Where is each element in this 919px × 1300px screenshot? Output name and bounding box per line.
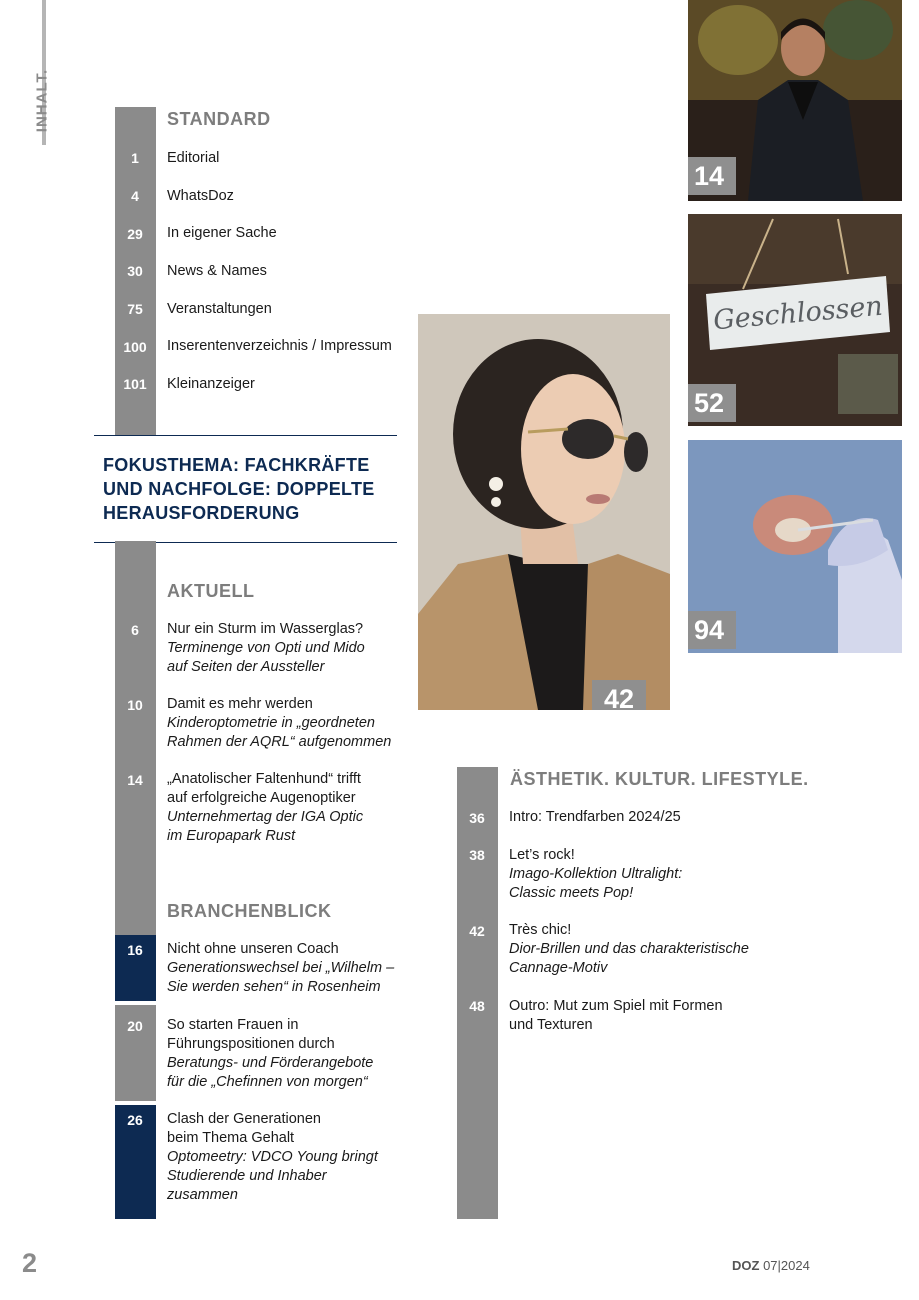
- focus-topic-box: [94, 435, 397, 543]
- speaker-page-badge: 14: [688, 157, 736, 195]
- standard-num-3: 29: [127, 226, 143, 242]
- entry-subtitle: Beratungs- und Förderangebote: [167, 1055, 374, 1071]
- aktuell-item-14[interactable]: [167, 770, 397, 846]
- lifestyle-num-48: 48: [469, 998, 485, 1014]
- standard-item-7[interactable]: Kleinanzeiger: [167, 376, 255, 392]
- entry-title: Nicht ohne unseren Coach: [167, 941, 339, 957]
- aktuell-num-6: 6: [131, 622, 139, 638]
- standard-section-title: STANDARD: [167, 109, 271, 129]
- entry-subtitle: Rahmen der AQRL“ aufgenommen: [167, 734, 392, 750]
- entry-subtitle: Terminenge von Opti und Mido: [167, 640, 365, 656]
- entry-subtitle: Unternehmertag der IGA Optic: [167, 809, 364, 825]
- aktuell-num-10: 10: [127, 697, 143, 713]
- entry-title: So starten Frauen in: [167, 1017, 299, 1033]
- entry-title: auf erfolgreiche Augenoptiker: [167, 790, 356, 806]
- entry-subtitle: Classic meets Pop!: [509, 885, 634, 901]
- divider: [115, 1001, 156, 1005]
- lifestyle-item-48[interactable]: [509, 997, 769, 1035]
- entry-subtitle: Imago-Kollektion Ultralight:: [509, 866, 683, 882]
- standard-item-3[interactable]: In eigener Sache: [167, 225, 277, 241]
- branchenblick-item-20[interactable]: [167, 1016, 397, 1092]
- eye-surgery-photo[interactable]: [688, 440, 902, 653]
- branchenblick-num-26: 26: [127, 1112, 143, 1128]
- entry-title: beim Thema Gehalt: [167, 1130, 295, 1146]
- aktuell-item-6[interactable]: [167, 620, 397, 677]
- entry-title: Outro: Mut zum Spiel mit Formen: [509, 998, 723, 1014]
- standard-item-6[interactable]: Inserentenverzeichnis / Impressum: [167, 338, 392, 354]
- aktuell-num-14: 14: [127, 772, 143, 788]
- entry-title: Très chic!: [509, 922, 572, 938]
- entry-title: Damit es mehr werden: [167, 696, 313, 712]
- lifestyle-num-38: 38: [469, 847, 485, 863]
- entry-title: Let’s rock!: [509, 847, 575, 863]
- standard-num-4: 30: [127, 263, 143, 279]
- entry-title: Nur ein Sturm im Wasserglas?: [167, 621, 364, 637]
- lifestyle-num-42: 42: [469, 923, 485, 939]
- branchenblick-num-20: 20: [127, 1018, 143, 1034]
- standard-num-1: 1: [131, 150, 139, 166]
- standard-item-2[interactable]: WhatsDoz: [167, 188, 234, 204]
- standard-num-5: 75: [127, 301, 143, 317]
- standard-item-1[interactable]: Editorial: [167, 150, 220, 166]
- aktuell-section-title: AKTUELL: [167, 581, 255, 601]
- aktuell-item-10[interactable]: [167, 695, 397, 752]
- closed-sign-photo[interactable]: [688, 214, 902, 426]
- standard-num-6: 100: [123, 339, 147, 355]
- entry-title: und Texturen: [509, 1017, 593, 1033]
- portrait-photo[interactable]: [418, 314, 670, 710]
- sign-page-badge: 52: [688, 384, 736, 422]
- branchenblick-item-16[interactable]: [167, 940, 397, 997]
- footer-brand: [732, 1258, 810, 1273]
- lifestyle-num-36: 36: [469, 810, 485, 826]
- lifestyle-item-38[interactable]: [509, 846, 769, 903]
- lifestyle-item-42[interactable]: [509, 921, 779, 978]
- entry-subtitle: für die „Chefinnen von morgen“: [167, 1074, 368, 1090]
- entry-subtitle: im Europapark Rust: [167, 828, 296, 844]
- section-tab: [30, 0, 51, 145]
- lifestyle-section-title: ÄSTHETIK. KULTUR. LIFESTYLE.: [510, 769, 809, 789]
- page-number: 2: [22, 1248, 38, 1278]
- branchenblick-num-16: 16: [127, 942, 143, 958]
- lifestyle-number-column: [457, 767, 498, 1219]
- branchenblick-section-title: BRANCHENBLICK: [167, 901, 332, 921]
- entry-title: Clash der Generationen: [167, 1111, 321, 1127]
- speaker-photo[interactable]: [688, 0, 902, 201]
- focus-topic-title[interactable]: FOKUSTHEMA: FACHKRÄFTE UND NACHFOLGE: DOPPELTE HERAUSFORDERUNG: [103, 455, 375, 523]
- entry-title: „Anatolischer Faltenhund“ trifft: [167, 771, 361, 787]
- entry-subtitle: Generationswechsel bei „Wilhelm –: [167, 960, 395, 976]
- section-tab-label: INHALT.: [33, 68, 51, 133]
- divider: [115, 1101, 156, 1105]
- entry-subtitle: Dior-Brillen und das charakteristische: [509, 941, 749, 957]
- entry-title: Führungspositionen durch: [167, 1036, 335, 1052]
- portrait-page-badge: 42: [592, 680, 646, 710]
- issue-label: 07|2024: [763, 1258, 810, 1273]
- entry-subtitle: Cannage-Motiv: [509, 960, 608, 976]
- branchenblick-item-26[interactable]: [167, 1110, 397, 1205]
- portrait-illustration: [418, 314, 670, 710]
- standard-item-4[interactable]: News & Names: [167, 263, 267, 279]
- sign-text: Geschlossen: [711, 290, 884, 337]
- brand-name: DOZ: [732, 1258, 760, 1273]
- entry-subtitle: Studierende und Inhaber zusammen: [167, 1168, 327, 1203]
- surgery-page-badge: 94: [688, 611, 736, 649]
- standard-num-2: 4: [131, 188, 139, 204]
- standard-num-7: 101: [123, 376, 147, 392]
- entry-subtitle: Optomeetry: VDCO Young bringt: [167, 1149, 378, 1165]
- standard-item-5[interactable]: Veranstaltungen: [167, 301, 272, 317]
- entry-subtitle: auf Seiten der Aussteller: [167, 659, 325, 675]
- entry-subtitle: Sie werden sehen“ in Rosenheim: [167, 979, 381, 995]
- lifestyle-item-36[interactable]: Intro: Trendfarben 2024/25: [509, 809, 681, 825]
- entry-subtitle: Kinderoptometrie in „geordneten: [167, 715, 375, 731]
